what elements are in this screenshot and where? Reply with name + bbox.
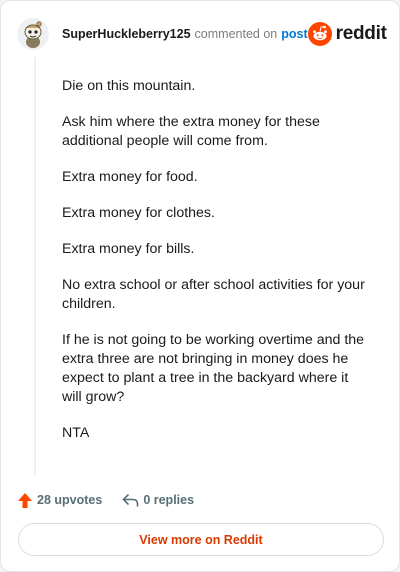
comment-paragraph: Extra money for food. xyxy=(62,169,198,185)
comment-paragraph: No extra school or after school activities for your children. xyxy=(62,277,365,312)
upvote-arrow-icon xyxy=(17,492,33,509)
reddit-logo-icon xyxy=(308,22,332,46)
comment-paragraph: Extra money for bills. xyxy=(62,241,195,257)
reply-count: 0 replies xyxy=(143,493,195,507)
reply-arrow-icon xyxy=(122,493,139,508)
comment-paragraph: Extra money for clothes. xyxy=(62,205,215,221)
user-avatar[interactable] xyxy=(17,18,49,50)
snoo-avatar-icon xyxy=(18,19,48,49)
replies-button[interactable] xyxy=(122,493,194,508)
comment-paragraph: Ask him where the extra money for these additional people will come from. xyxy=(62,114,320,149)
comment-paragraph: NTA xyxy=(62,425,90,441)
post-link[interactable]: post xyxy=(281,27,308,41)
reddit-wordmark: reddit xyxy=(335,23,387,44)
upvote-button[interactable] xyxy=(17,492,102,509)
reddit-brand[interactable] xyxy=(308,22,387,46)
view-more-button[interactable]: View more on Reddit xyxy=(18,523,384,556)
comment-header xyxy=(17,17,387,51)
comment-paragraph: If he is not going to be working overtime and the extra three are not bringing in money does he expect to plant a tree in the backyard where it will grow? xyxy=(62,332,365,405)
comment-body xyxy=(62,77,368,460)
comment-meta xyxy=(62,27,308,41)
comment-actions xyxy=(17,489,194,511)
comment-paragraph: Die on this mountain. xyxy=(62,78,196,94)
upvote-count: 28 upvotes xyxy=(37,493,103,507)
commented-on-text: commented on xyxy=(194,27,278,41)
thread-line xyxy=(34,57,36,475)
username-link[interactable]: SuperHuckleberry125 xyxy=(62,27,191,41)
